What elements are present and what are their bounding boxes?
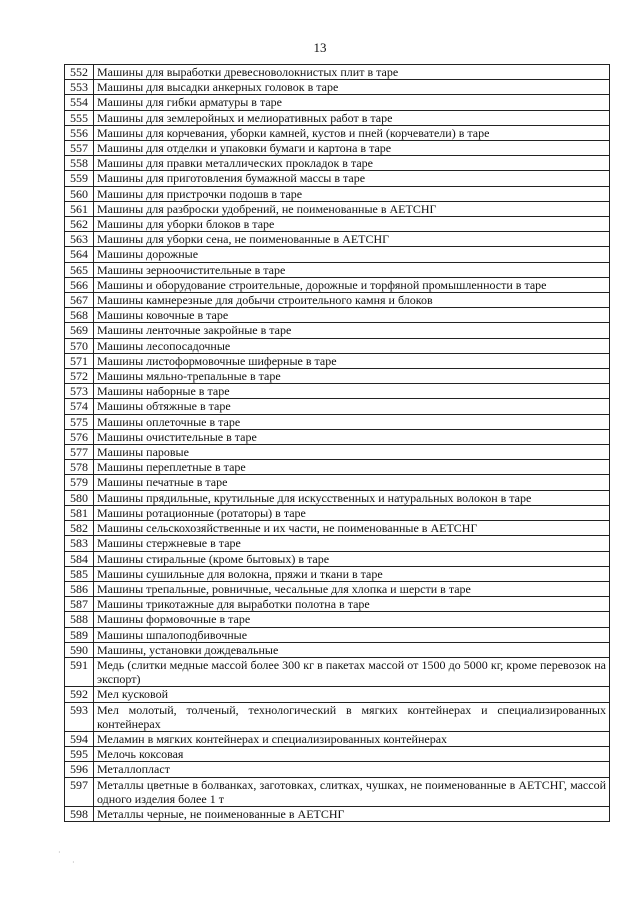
row-number: 558 (65, 156, 94, 171)
cargo-name: Машины для уборки сена, не поименованные в АЕТСНГ (94, 232, 610, 247)
cargo-name: Машины ковочные в таре (94, 308, 610, 323)
cargo-name: Машины трикотажные для выработки полотна в таре (94, 597, 610, 612)
cargo-name: Меламин в мягких контейнерах и специализированных контейнерах (94, 731, 610, 746)
cargo-name: Мелочь коксовая (94, 747, 610, 762)
table-row (65, 65, 610, 80)
row-number: 561 (65, 201, 94, 216)
table-row (65, 460, 610, 475)
row-number: 594 (65, 731, 94, 746)
row-number: 559 (65, 171, 94, 186)
table-row (65, 110, 610, 125)
cargo-name: Машины листоформовочные шиферные в таре (94, 353, 610, 368)
table-row (65, 551, 610, 566)
cargo-name: Машины и оборудование строительные, дорожные и торфяной промышленности в таре (94, 277, 610, 292)
row-number: 588 (65, 612, 94, 627)
row-number: 578 (65, 460, 94, 475)
table-row (65, 806, 610, 821)
row-number: 553 (65, 80, 94, 95)
cargo-name: Металлы черные, не поименованные в АЕТСНГ (94, 806, 610, 821)
row-number: 596 (65, 762, 94, 777)
cargo-name: Машины прядильные, крутильные для искусственных и натуральных волокон в таре (94, 490, 610, 505)
table-row (65, 293, 610, 308)
cargo-list-body (65, 65, 610, 822)
cargo-name: Машины зерноочистительные в таре (94, 262, 610, 277)
table-row (65, 731, 610, 746)
row-number: 562 (65, 217, 94, 232)
table-row (65, 125, 610, 140)
cargo-name: Мел кусковой (94, 687, 610, 702)
cargo-name: Машины шпалоподбивочные (94, 627, 610, 642)
row-number: 576 (65, 429, 94, 444)
row-number: 569 (65, 323, 94, 338)
table-row (65, 414, 610, 429)
cargo-name: Машины сельскохозяйственные и их части, не поименованные в АЕТСНГ (94, 521, 610, 536)
table-row (65, 217, 610, 232)
row-number: 583 (65, 536, 94, 551)
row-number: 580 (65, 490, 94, 505)
table-row (65, 762, 610, 777)
row-number: 563 (65, 232, 94, 247)
cargo-name: Машины для разброски удобрений, не поименованные в АЕТСНГ (94, 201, 610, 216)
table-row (65, 323, 610, 338)
cargo-name: Машины камнерезные для добычи строительного камня и блоков (94, 293, 610, 308)
table-row (65, 702, 610, 731)
cargo-name: Машины для землеройных и мелиоративных работ в таре (94, 110, 610, 125)
row-number: 598 (65, 806, 94, 821)
table-row (65, 186, 610, 201)
row-number: 560 (65, 186, 94, 201)
row-number: 591 (65, 657, 94, 686)
row-number: 567 (65, 293, 94, 308)
scan-speck: · (72, 858, 75, 867)
cargo-name: Машины стержневые в таре (94, 536, 610, 551)
row-number: 579 (65, 475, 94, 490)
row-number: 565 (65, 262, 94, 277)
row-number: 571 (65, 353, 94, 368)
cargo-name: Машины дорожные (94, 247, 610, 262)
row-number: 573 (65, 384, 94, 399)
cargo-name: Машины для отделки и упаковки бумаги и картона в таре (94, 141, 610, 156)
table-row (65, 490, 610, 505)
table-row (65, 80, 610, 95)
cargo-name: Машины трепальные, ровничные, чесальные для хлопка и шерсти в таре (94, 581, 610, 596)
table-row (65, 642, 610, 657)
row-number: 593 (65, 702, 94, 731)
row-number: 554 (65, 95, 94, 110)
cargo-name: Машины для приготовления бумажной массы в таре (94, 171, 610, 186)
row-number: 552 (65, 65, 94, 80)
table-row (65, 657, 610, 686)
row-number: 556 (65, 125, 94, 140)
cargo-name: Машины ленточные закройные в таре (94, 323, 610, 338)
cargo-name: Машины обтяжные в таре (94, 399, 610, 414)
row-number: 595 (65, 747, 94, 762)
table-row (65, 338, 610, 353)
cargo-list-table (64, 64, 610, 822)
row-number: 586 (65, 581, 94, 596)
cargo-name: Металлопласт (94, 762, 610, 777)
row-number: 566 (65, 277, 94, 292)
row-number: 557 (65, 141, 94, 156)
table-row (65, 308, 610, 323)
row-number: 590 (65, 642, 94, 657)
row-number: 555 (65, 110, 94, 125)
table-row (65, 171, 610, 186)
cargo-name: Машины переплетные в таре (94, 460, 610, 475)
cargo-name: Машины мяльно-трепальные в таре (94, 369, 610, 384)
table-row (65, 445, 610, 460)
row-number: 597 (65, 777, 94, 806)
table-row (65, 429, 610, 444)
table-row (65, 777, 610, 806)
table-row (65, 521, 610, 536)
table-row (65, 353, 610, 368)
cargo-name: Машины для высадки анкерных головок в таре (94, 80, 610, 95)
table-row (65, 384, 610, 399)
cargo-name: Металлы цветные в болванках, заготовках, слитках, чушках, не поименованные в АЕТСНГ, массой одного изделия более 1 т (94, 777, 610, 806)
table-row (65, 156, 610, 171)
row-number: 570 (65, 338, 94, 353)
row-number: 585 (65, 566, 94, 581)
table-row (65, 747, 610, 762)
table-row (65, 612, 610, 627)
table-row (65, 262, 610, 277)
cargo-name: Машины для корчевания, уборки камней, кустов и пней (корчеватели) в таре (94, 125, 610, 140)
cargo-name: Машины сушильные для волокна, пряжи и ткани в таре (94, 566, 610, 581)
cargo-name: Машины наборные в таре (94, 384, 610, 399)
table-row (65, 201, 610, 216)
cargo-name: Медь (слитки медные массой более 300 кг в пакетах массой от 1500 до 5000 кг, кроме перевозок на экспорт) (94, 657, 610, 686)
row-number: 582 (65, 521, 94, 536)
row-number: 575 (65, 414, 94, 429)
row-number: 581 (65, 505, 94, 520)
cargo-name: Машины для уборки блоков в таре (94, 217, 610, 232)
row-number: 574 (65, 399, 94, 414)
table-row (65, 369, 610, 384)
cargo-name: Машины паровые (94, 445, 610, 460)
table-row (65, 505, 610, 520)
cargo-name: Машины лесопосадочные (94, 338, 610, 353)
table-row (65, 277, 610, 292)
cargo-name: Машины очистительные в таре (94, 429, 610, 444)
cargo-name: Машины для гибки арматуры в таре (94, 95, 610, 110)
table-row (65, 687, 610, 702)
scan-speck: · (58, 848, 61, 857)
cargo-name: Машины для пристрочки подошв в таре (94, 186, 610, 201)
page-number: 13 (313, 40, 327, 55)
row-number: 592 (65, 687, 94, 702)
cargo-name: Машины печатные в таре (94, 475, 610, 490)
table-row (65, 399, 610, 414)
row-number: 577 (65, 445, 94, 460)
row-number: 589 (65, 627, 94, 642)
table-row (65, 247, 610, 262)
table-row (65, 627, 610, 642)
cargo-name: Машины для выработки древесноволокнистых плит в таре (94, 65, 610, 80)
row-number: 564 (65, 247, 94, 262)
table-row (65, 232, 610, 247)
cargo-name: Машины оплеточные в таре (94, 414, 610, 429)
cargo-name: Машины, установки дождевальные (94, 642, 610, 657)
cargo-name: Машины формовочные в таре (94, 612, 610, 627)
row-number: 572 (65, 369, 94, 384)
table-row (65, 536, 610, 551)
cargo-name: Мел молотый, толченый, технологический в мягких контейнерах и специализированных контейнерах (94, 702, 610, 731)
row-number: 584 (65, 551, 94, 566)
cargo-name: Машины для правки металлических прокладок в таре (94, 156, 610, 171)
table-row (65, 566, 610, 581)
row-number: 587 (65, 597, 94, 612)
cargo-name: Машины ротационные (ротаторы) в таре (94, 505, 610, 520)
row-number: 568 (65, 308, 94, 323)
table-row (65, 597, 610, 612)
table-row (65, 581, 610, 596)
table-row (65, 95, 610, 110)
cargo-name: Машины стиральные (кроме бытовых) в таре (94, 551, 610, 566)
table-row (65, 141, 610, 156)
table-row (65, 475, 610, 490)
